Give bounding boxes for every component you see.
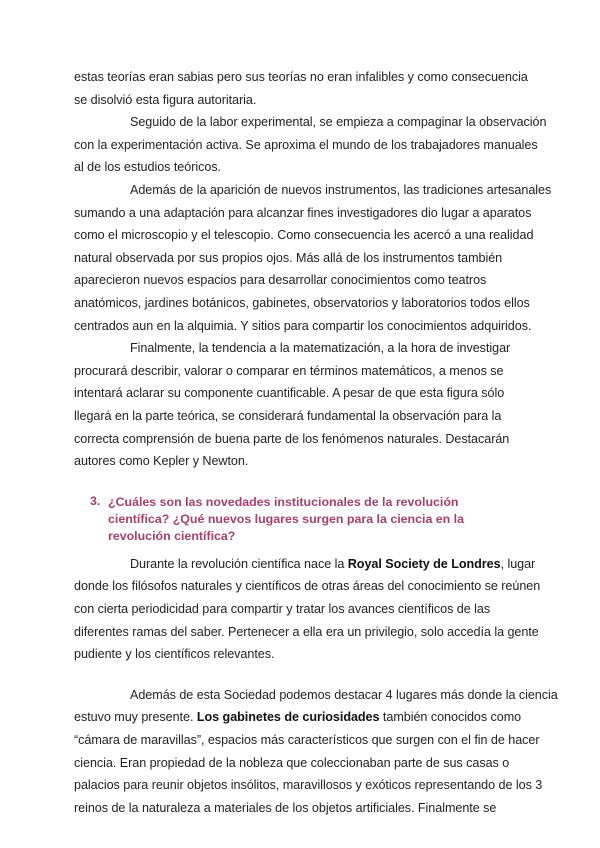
text-run: , lugar bbox=[500, 556, 536, 571]
paragraph-1 bbox=[74, 66, 534, 111]
text-run: Durante la revolución científica nace la bbox=[130, 556, 348, 571]
text-line: intentará aclarar su componente cuantificable. A pesar de que esta figura sólo bbox=[74, 386, 505, 401]
paragraph-6 bbox=[74, 684, 558, 820]
bold-term-royal-society: Royal Society de Londres bbox=[347, 556, 501, 571]
text-line: aparecieron nuevos espacios para desarrollar conocimientos como teatros bbox=[74, 273, 487, 288]
text-run: estuvo muy presente. bbox=[74, 710, 197, 725]
heading-number: 3. bbox=[90, 493, 101, 508]
paragraph-4 bbox=[74, 337, 534, 473]
text-line: Además de la aparición de nuevos instrumentos, las tradiciones artesanales bbox=[130, 182, 552, 197]
text-line: reinos de la naturaleza a materiales de los objetos artificiales. Finalmente se bbox=[74, 800, 497, 815]
text-line: con cierta periodicidad para compartir y tratar los avances científicos de las bbox=[74, 602, 491, 617]
text-line: “cámara de maravillas”, espacios más característicos que surgen con el fin de hacer bbox=[74, 733, 540, 748]
text-line: como el microscopio y el telescopio. Como consecuencia les acercó a una realidad bbox=[74, 228, 534, 243]
text-line: se disolvió esta figura autoritaria. bbox=[74, 92, 257, 107]
paragraph-3 bbox=[74, 179, 552, 337]
text-line: Además de esta Sociedad podemos destacar 4 lugares más donde la ciencia bbox=[130, 687, 558, 702]
text-line: correcta comprensión de buena parte de los fenómenos naturales. Destacarán bbox=[74, 431, 510, 446]
text-line: palacios para reunir objetos insólitos, maravillosos y exóticos representando de los 3 bbox=[74, 778, 543, 793]
paragraph-5 bbox=[74, 553, 541, 666]
page-body bbox=[74, 66, 558, 819]
section-heading-3 bbox=[74, 494, 534, 546]
heading-line: ¿Cuáles son las novedades institucionales de la revolución bbox=[108, 494, 459, 509]
paragraph-gap bbox=[74, 666, 534, 684]
paragraph-2 bbox=[74, 111, 547, 179]
text-line: ciencia. Eran propiedad de la nobleza que coleccionaban parte de sus casas o bbox=[74, 755, 510, 770]
text-line: pudiente y los científicos relevantes. bbox=[74, 647, 275, 662]
text-line: procurará describir, valorar o comparar en términos matemáticos, a menos se bbox=[74, 363, 504, 378]
text-line: autores como Kepler y Newton. bbox=[74, 454, 249, 469]
heading-line: revolución científica? bbox=[108, 529, 236, 544]
text-line bbox=[74, 706, 534, 729]
text-line: llegará en la parte teórica, se considerará fundamental la observación para la bbox=[74, 408, 502, 423]
text-line: donde los filósofos naturales y científicos de otras áreas del conocimiento se reúnen bbox=[74, 579, 541, 594]
bold-term-gabinetes: Los gabinetes de curiosidades bbox=[196, 710, 380, 725]
text-line: centrados aun en la alquimia. Y sitios para compartir los conocimientos adquiridos. bbox=[74, 318, 532, 333]
text-line: diferentes ramas del saber. Pertenecer a ella era un privilegio, solo accedía la gente bbox=[74, 624, 539, 639]
heading-line: científica? ¿Qué nuevos lugares surgen para la ciencia en la bbox=[108, 512, 465, 527]
text-line: al de los estudios teóricos. bbox=[74, 160, 222, 175]
text-run: también conocidos como bbox=[379, 710, 522, 725]
text-line: anatómicos, jardines botánicos, gabinetes, observatorios y laboratorios todos ellos bbox=[74, 295, 530, 310]
text-line: sumando a una adaptación para alcanzar fines investigadores dio lugar a aparatos bbox=[74, 205, 532, 220]
text-line: Finalmente, la tendencia a la matematización, a la hora de investigar bbox=[130, 341, 511, 356]
text-line: Seguido de la labor experimental, se empieza a compaginar la observación bbox=[130, 115, 547, 130]
text-line: estas teorías eran sabias pero sus teorías no eran infalibles y como consecuencia bbox=[74, 70, 528, 84]
text-line: con la experimentación activa. Se aproxima el mundo de los trabajadores manuales bbox=[74, 137, 538, 152]
heading-text bbox=[108, 494, 464, 546]
text-line: natural observada por sus propios ojos. Más allá de los instrumentos también bbox=[74, 250, 503, 265]
text-line bbox=[74, 553, 534, 576]
